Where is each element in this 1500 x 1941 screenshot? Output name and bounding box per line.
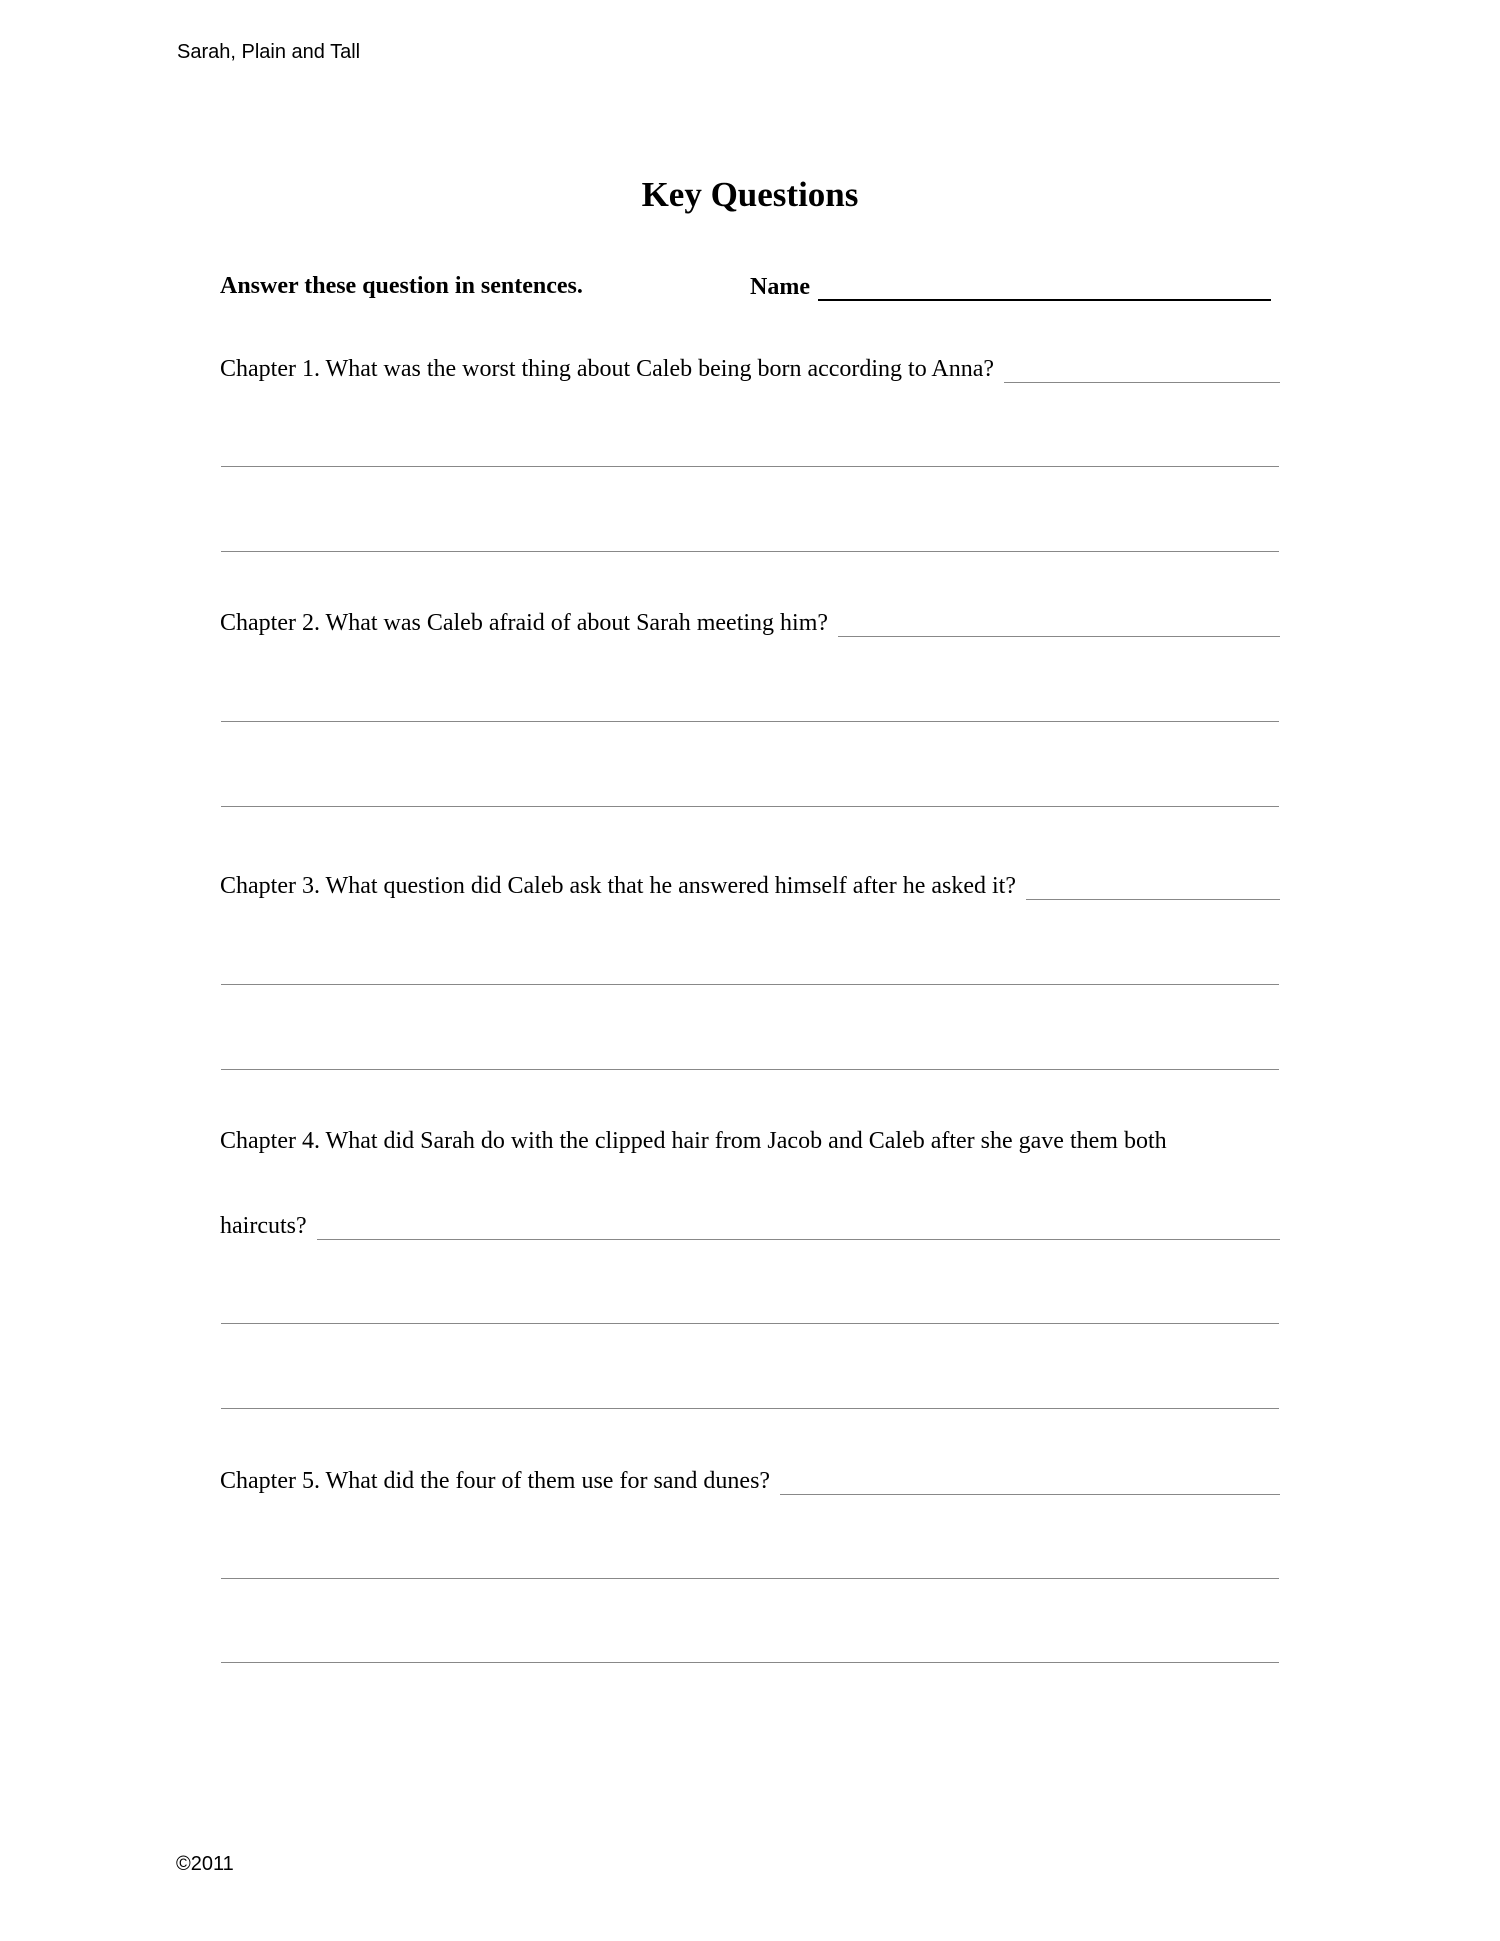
instructions: Answer these question in sentences. (220, 273, 583, 299)
question-1-answer-line-2[interactable] (221, 551, 1279, 552)
question-5 (220, 1467, 1280, 1495)
page-title: Key Questions (641, 175, 859, 214)
question-2-answer-blank[interactable] (838, 612, 1280, 637)
copyright-footer: ©2011 (176, 1853, 234, 1875)
question-5-answer-line-1[interactable] (221, 1578, 1279, 1579)
name-label: Name (750, 274, 810, 300)
question-5-text: Chapter 5. What did the four of them use for sand dunes? (220, 1468, 771, 1494)
question-3-answer-line-2[interactable] (221, 1069, 1279, 1070)
question-3-text: Chapter 3. What question did Caleb ask that he answered himself after he asked it? (220, 873, 1016, 899)
question-1-answer-blank[interactable] (1004, 358, 1280, 383)
question-2-answer-line-2[interactable] (221, 806, 1279, 807)
question-1-answer-line-1[interactable] (221, 466, 1279, 467)
question-3-answer-blank[interactable] (1026, 875, 1280, 900)
running-header: Sarah, Plain and Tall (177, 41, 361, 63)
name-blank[interactable] (818, 273, 1271, 301)
question-1 (220, 355, 1280, 383)
question-2 (220, 609, 1280, 637)
name-field (750, 273, 1271, 301)
question-4-answer-line-1[interactable] (221, 1323, 1279, 1324)
question-4-answer-blank[interactable] (317, 1215, 1280, 1240)
question-4-continued (220, 1212, 1280, 1240)
question-2-answer-line-1[interactable] (221, 721, 1279, 722)
question-5-answer-line-2[interactable] (221, 1662, 1279, 1663)
question-2-text: Chapter 2. What was Caleb afraid of about Sarah meeting him? (220, 610, 829, 636)
question-4 (220, 1127, 1280, 1155)
question-4-text: Chapter 4. What did Sarah do with the clipped hair from Jacob and Caleb after she gave them both (220, 1128, 1167, 1154)
question-3 (220, 872, 1280, 900)
question-1-text: Chapter 1. What was the worst thing about Caleb being born according to Anna? (220, 356, 995, 382)
question-4-answer-line-2[interactable] (221, 1408, 1279, 1409)
question-3-answer-line-1[interactable] (221, 984, 1279, 985)
question-4-text-continued: haircuts? (220, 1213, 307, 1239)
question-5-answer-blank[interactable] (780, 1470, 1280, 1495)
